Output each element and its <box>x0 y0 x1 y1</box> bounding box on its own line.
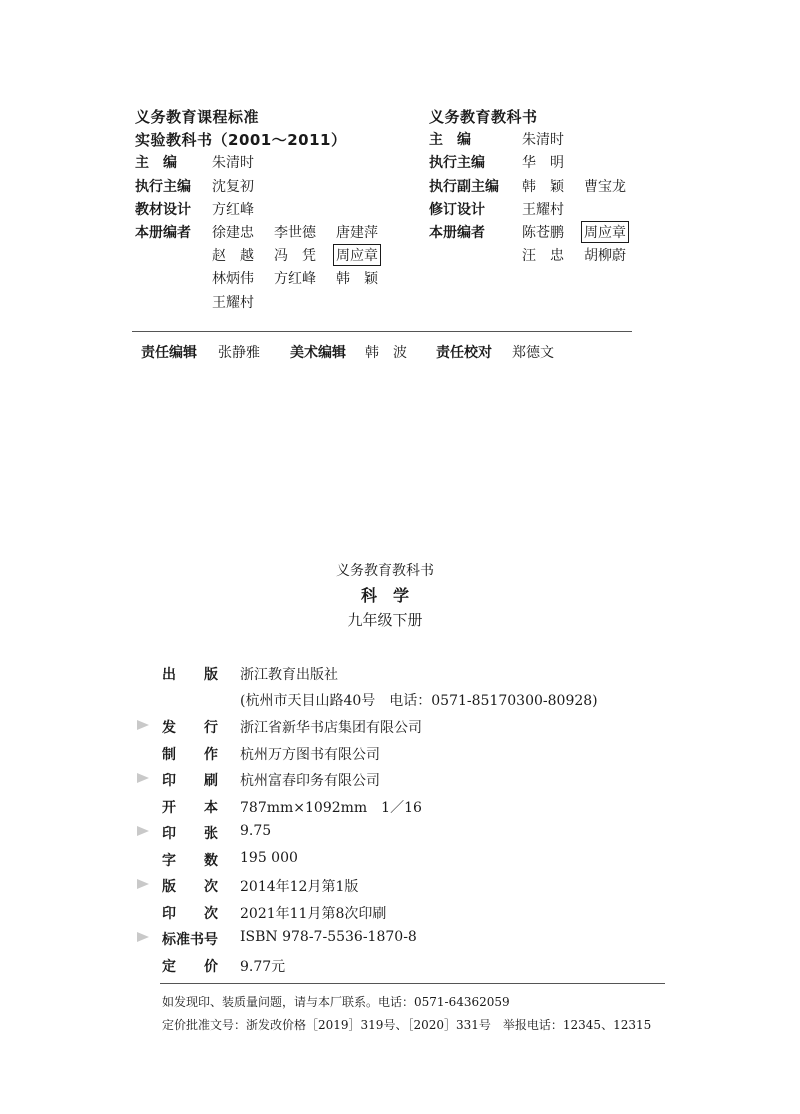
left-chief-editor-label: 主 编 <box>135 155 177 171</box>
left-volume-editor: 唐建萍 <box>336 225 378 241</box>
colophon-label: 版 次 <box>162 879 218 895</box>
left-design: 方红峰 <box>212 202 254 218</box>
pointer-icon <box>137 773 149 783</box>
colophon-value: 杭州富春印务有限公司 <box>240 773 380 789</box>
pointer-icon <box>137 826 149 836</box>
right-revision-label: 修订设计 <box>429 202 485 218</box>
credits-divider <box>132 331 632 332</box>
left-volume-editor: 王耀村 <box>212 295 254 311</box>
right-volume-editor: 陈苍鹏 <box>522 225 564 241</box>
colophon-value: 浙江教育出版社 <box>240 667 338 683</box>
art-editor-label: 美术编辑 <box>290 345 346 361</box>
right-volume-editor: 汪 忠 <box>522 248 564 264</box>
proofreader: 郑德文 <box>512 345 554 361</box>
left-design-label: 教材设计 <box>135 202 191 218</box>
colophon-value: (杭州市天目山路40号 电话：0571-85170300-80928) <box>240 693 598 709</box>
art-editor: 韩 波 <box>365 345 407 361</box>
left-volume-editor: 冯 凭 <box>274 248 316 264</box>
right-revision: 王耀村 <box>522 202 564 218</box>
colophon-value: 9.75 <box>240 823 272 839</box>
right-deputy: 韩 颖 <box>522 179 564 195</box>
right-chief-editor: 朱清时 <box>522 132 564 148</box>
right-volume-editor-boxed: 周应章 <box>581 221 629 243</box>
colophon-label: 发 行 <box>162 720 218 736</box>
grade-title: 九年级下册 <box>347 611 423 629</box>
series-title: 义务教育教科书 <box>336 563 434 579</box>
left-exec-editor: 沈复初 <box>212 179 254 195</box>
price-approval: 定价批准文号：浙发改价格［2019］319号、［2020］331号 举报电话：12345、12315 <box>162 1018 652 1032</box>
left-chief-editor: 朱清时 <box>212 155 254 171</box>
right-exec-editor: 华 明 <box>522 155 564 171</box>
colophon-label: 印 刷 <box>162 773 218 789</box>
left-volume-editor: 林炳伟 <box>212 271 254 287</box>
colophon-label: 印 张 <box>162 826 218 842</box>
colophon-label: 制 作 <box>162 747 218 763</box>
colophon-label: 印 次 <box>162 906 218 922</box>
left-volume-editors-label: 本册编者 <box>135 225 191 241</box>
colophon-value: 2014年12月第1版 <box>240 879 359 895</box>
left-heading-1: 义务教育课程标准 <box>135 108 260 126</box>
right-heading: 义务教育教科书 <box>429 108 538 126</box>
quality-contact: 如发现印、装质量问题，请与本厂联系。电话：0571-64362059 <box>162 995 510 1009</box>
colophon-value: ISBN 978-7-5536-1870-8 <box>240 929 417 945</box>
right-deputy-label: 执行副主编 <box>429 179 499 195</box>
pointer-icon <box>137 932 149 942</box>
colophon-value: 195 000 <box>240 850 298 866</box>
colophon-value: 浙江省新华书店集团有限公司 <box>240 720 422 736</box>
colophon-value: 杭州万方图书有限公司 <box>240 747 380 763</box>
right-deputy: 曹宝龙 <box>584 179 626 195</box>
right-chief-editor-label: 主 编 <box>429 132 471 148</box>
pointer-icon <box>137 879 149 889</box>
colophon-label: 字 数 <box>162 853 218 869</box>
colophon-label: 定 价 <box>162 959 218 975</box>
left-volume-editor: 徐建忠 <box>212 225 254 241</box>
responsible-editor: 张静雅 <box>218 345 260 361</box>
subject-title: 科 学 <box>360 586 409 605</box>
left-volume-editor: 韩 颖 <box>336 271 378 287</box>
pointer-icon <box>137 720 149 730</box>
left-volume-editor: 李世德 <box>274 225 316 241</box>
left-volume-editor: 方红峰 <box>274 271 316 287</box>
footer-divider <box>160 983 665 984</box>
proofreader-label: 责任校对 <box>436 345 492 361</box>
colophon-value: 9.77元 <box>240 959 286 975</box>
responsible-editor-label: 责任编辑 <box>141 345 197 361</box>
colophon-label: 出 版 <box>162 667 218 683</box>
colophon-value: 2021年11月第8次印刷 <box>240 906 387 922</box>
right-volume-editors-label: 本册编者 <box>429 225 485 241</box>
left-volume-editor-boxed: 周应章 <box>333 244 381 266</box>
colophon-value: 787mm×1092mm 1／16 <box>240 800 422 816</box>
colophon-label: 标准书号 <box>162 932 218 948</box>
right-exec-editor-label: 执行主编 <box>429 155 485 171</box>
left-volume-editor: 赵 越 <box>212 248 254 264</box>
colophon-label: 开 本 <box>162 800 218 816</box>
left-heading-2: 实验教科书（2001～2011） <box>135 131 347 149</box>
right-volume-editor: 胡柳蔚 <box>584 248 626 264</box>
left-exec-editor-label: 执行主编 <box>135 179 191 195</box>
